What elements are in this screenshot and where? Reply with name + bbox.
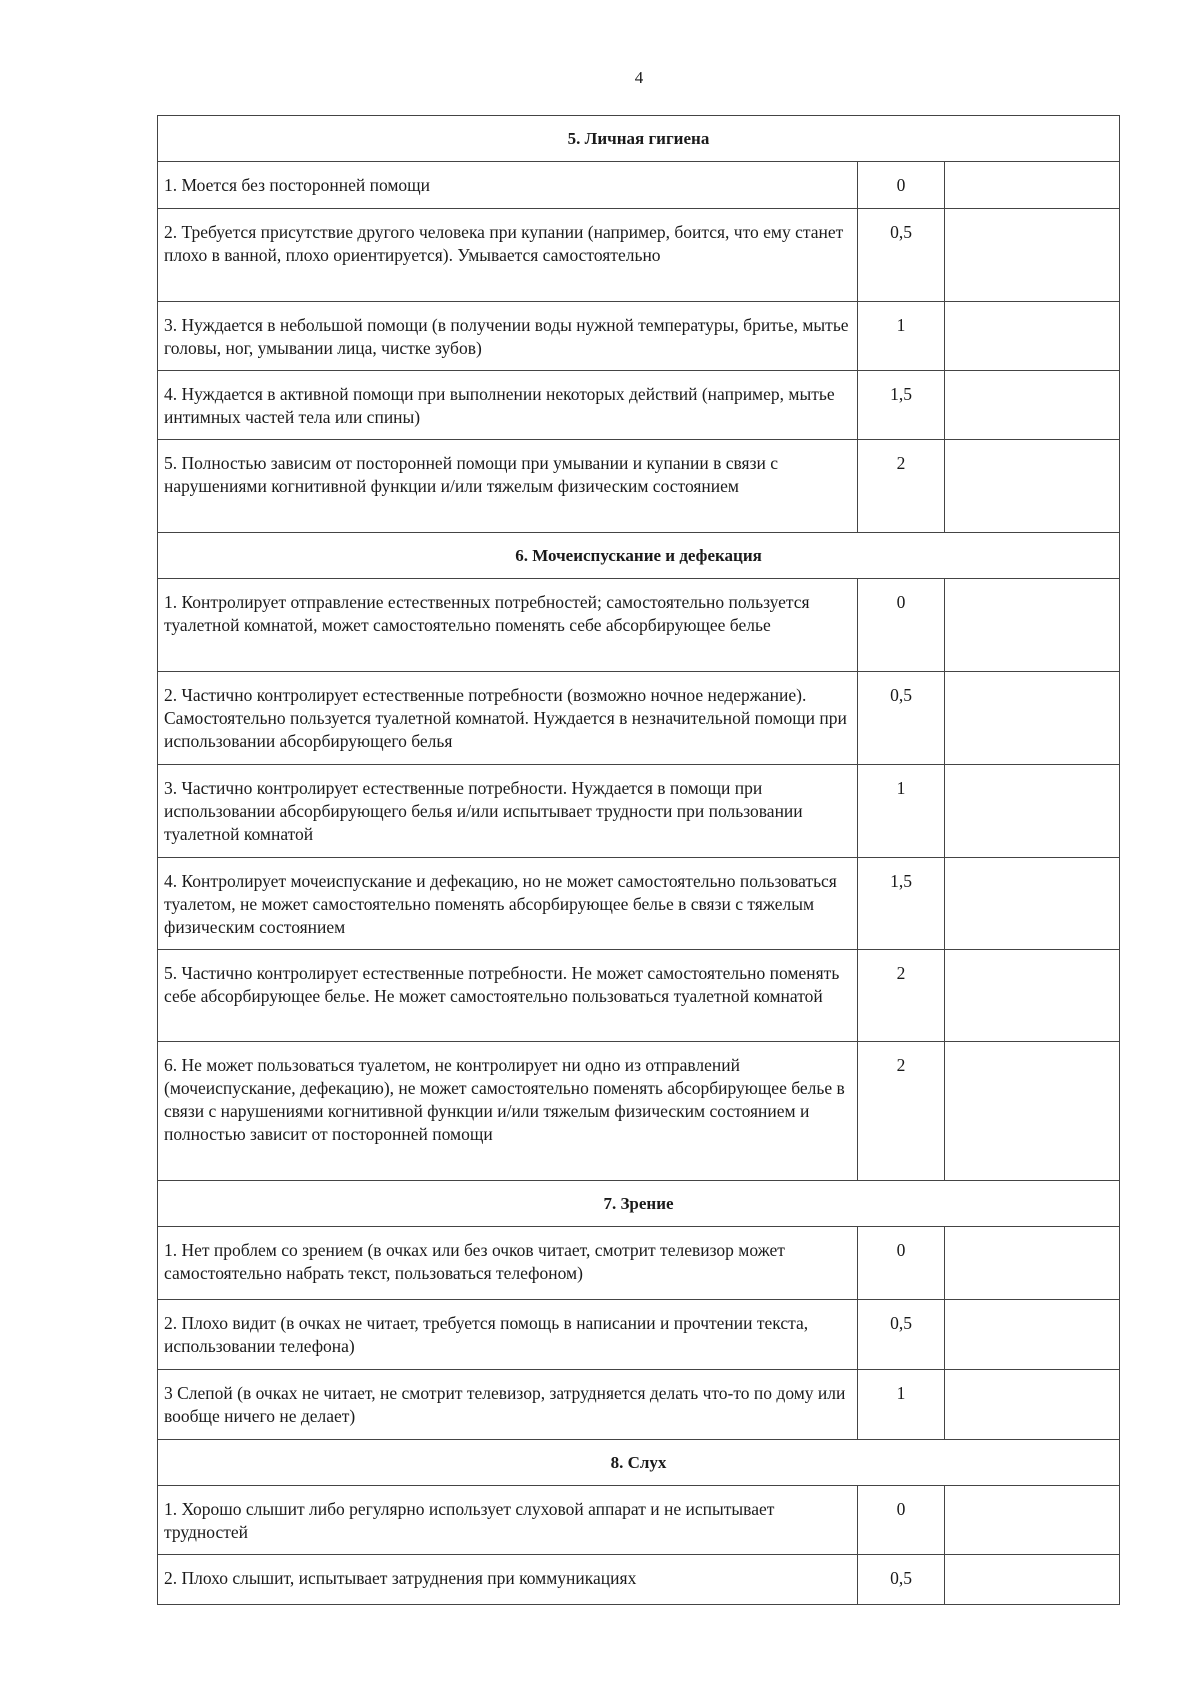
criterion-text: 5. Частично контролирует естественные потребности. Не может самостоятельно поменять себе абсорбирующее белье. Не может самостоятельно пользоваться туалетной комнатой (158, 950, 858, 1041)
page-number: 4 (634, 68, 644, 87)
score-value: 2 (858, 1042, 945, 1180)
criterion-text: 2. Частично контролирует естественные потребности (возможно ночное недержание). Самостоятельно пользуется туалетной комнатой. Нуждается в незначительной помощи при использовании абсорбирующего белья (158, 672, 858, 764)
section-title: 7. Зрение (158, 1181, 1120, 1226)
mark-cell (945, 765, 1120, 857)
mark-cell (945, 440, 1120, 532)
criterion-text: 4. Нуждается в активной помощи при выполнении некоторых действий (например, мытье интимных частей тела или спины) (158, 371, 858, 439)
mark-cell (945, 672, 1120, 764)
criterion-text: 3. Частично контролирует естественные потребности. Нуждается в помощи при использовании абсорбирующего белья и/или испытывает трудности при пользовании туалетной комнатой (158, 765, 858, 857)
section-title: 8. Слух (158, 1440, 1120, 1485)
criterion-text: 2. Требуется присутствие другого человека при купании (например, боится, что ему станет плохо в ванной, плохо ориентируется). Умывается самостоятельно (158, 209, 858, 301)
mark-cell (945, 1370, 1120, 1439)
mark-cell (945, 1486, 1120, 1554)
criterion-text: 2. Плохо слышит, испытывает затруднения при коммуникациях (158, 1555, 858, 1604)
table-row (158, 1370, 1120, 1440)
criterion-text: 1. Контролирует отправление естественных потребностей; самостоятельно пользуется туалетной комнатой, может самостоятельно поменять себе абсорбирующее белье (158, 579, 858, 671)
score-value: 0 (858, 579, 945, 671)
criterion-text: 4. Контролирует мочеиспускание и дефекацию, но не может самостоятельно пользоваться туалетом, не может самостоятельно поменять абсорбирующее белье в связи с тяжелым физическим состоянием (158, 858, 858, 949)
score-value: 1,5 (858, 858, 945, 949)
score-value: 0,5 (858, 209, 945, 301)
score-value: 0 (858, 162, 945, 208)
score-value: 1 (858, 1370, 945, 1439)
mark-cell (945, 579, 1120, 671)
table-row (158, 162, 1120, 209)
mark-cell (945, 1042, 1120, 1180)
score-value: 2 (858, 950, 945, 1041)
mark-cell (945, 1300, 1120, 1369)
criterion-text: 3. Нуждается в небольшой помощи (в получении воды нужной температуры, бритье, мытье головы, ног, умывании лица, чистке зубов) (158, 302, 858, 370)
table-row (158, 1042, 1120, 1181)
table-row (158, 440, 1120, 533)
section-title: 5. Личная гигиена (158, 116, 1120, 161)
criterion-text: 1. Моется без посторонней помощи (158, 162, 858, 208)
table-row (158, 950, 1120, 1042)
score-value: 1 (858, 765, 945, 857)
table-row (158, 209, 1120, 302)
mark-cell (945, 858, 1120, 949)
criterion-text: 5. Полностью зависим от посторонней помощи при умывании и купании в связи с нарушениями когнитивной функции и/или тяжелым физическим состоянием (158, 440, 858, 532)
mark-cell (945, 1555, 1120, 1604)
section-title: 6. Мочеиспускание и дефекация (158, 533, 1120, 578)
mark-cell (945, 209, 1120, 301)
mark-cell (945, 302, 1120, 370)
criterion-text: 3 Слепой (в очках не читает, не смотрит телевизор, затрудняется делать что-то по дому или вообще ничего не делает) (158, 1370, 858, 1439)
section-header-row (158, 116, 1120, 162)
table-row (158, 1227, 1120, 1300)
criterion-text: 1. Нет проблем со зрением (в очках или без очков читает, смотрит телевизор может самостоятельно набрать текст, пользоваться телефоном) (158, 1227, 858, 1299)
table-row (158, 858, 1120, 950)
table-row (158, 1300, 1120, 1370)
section-header-row (158, 533, 1120, 579)
criterion-text: 1. Хорошо слышит либо регулярно использует слуховой аппарат и не испытывает трудностей (158, 1486, 858, 1554)
mark-cell (945, 1227, 1120, 1299)
score-value: 0,5 (858, 1555, 945, 1604)
table-row (158, 579, 1120, 672)
score-value: 1,5 (858, 371, 945, 439)
table-row (158, 765, 1120, 858)
table-row (158, 302, 1120, 371)
table-row (158, 1555, 1120, 1605)
table-row (158, 672, 1120, 765)
section-header-row (158, 1181, 1120, 1227)
section-header-row (158, 1440, 1120, 1486)
table-row (158, 1486, 1120, 1555)
mark-cell (945, 950, 1120, 1041)
score-value: 0,5 (858, 672, 945, 764)
score-value: 1 (858, 302, 945, 370)
mark-cell (945, 371, 1120, 439)
criterion-text: 6. Не может пользоваться туалетом, не контролирует ни одно из отправлений (мочеиспускание, дефекацию), не может самостоятельно поменять абсорбирующее белье в связи с нарушениями когнитивной функции и/или тяжелым физическим состоянием и полностью зависит от посторонней помощи (158, 1042, 858, 1180)
table-row (158, 371, 1120, 440)
criterion-text: 2. Плохо видит (в очках не читает, требуется помощь в написании и прочтении текста, использовании телефона) (158, 1300, 858, 1369)
score-value: 2 (858, 440, 945, 532)
score-value: 0 (858, 1486, 945, 1554)
assessment-table (157, 115, 1120, 1605)
score-value: 0 (858, 1227, 945, 1299)
score-value: 0,5 (858, 1300, 945, 1369)
mark-cell (945, 162, 1120, 208)
